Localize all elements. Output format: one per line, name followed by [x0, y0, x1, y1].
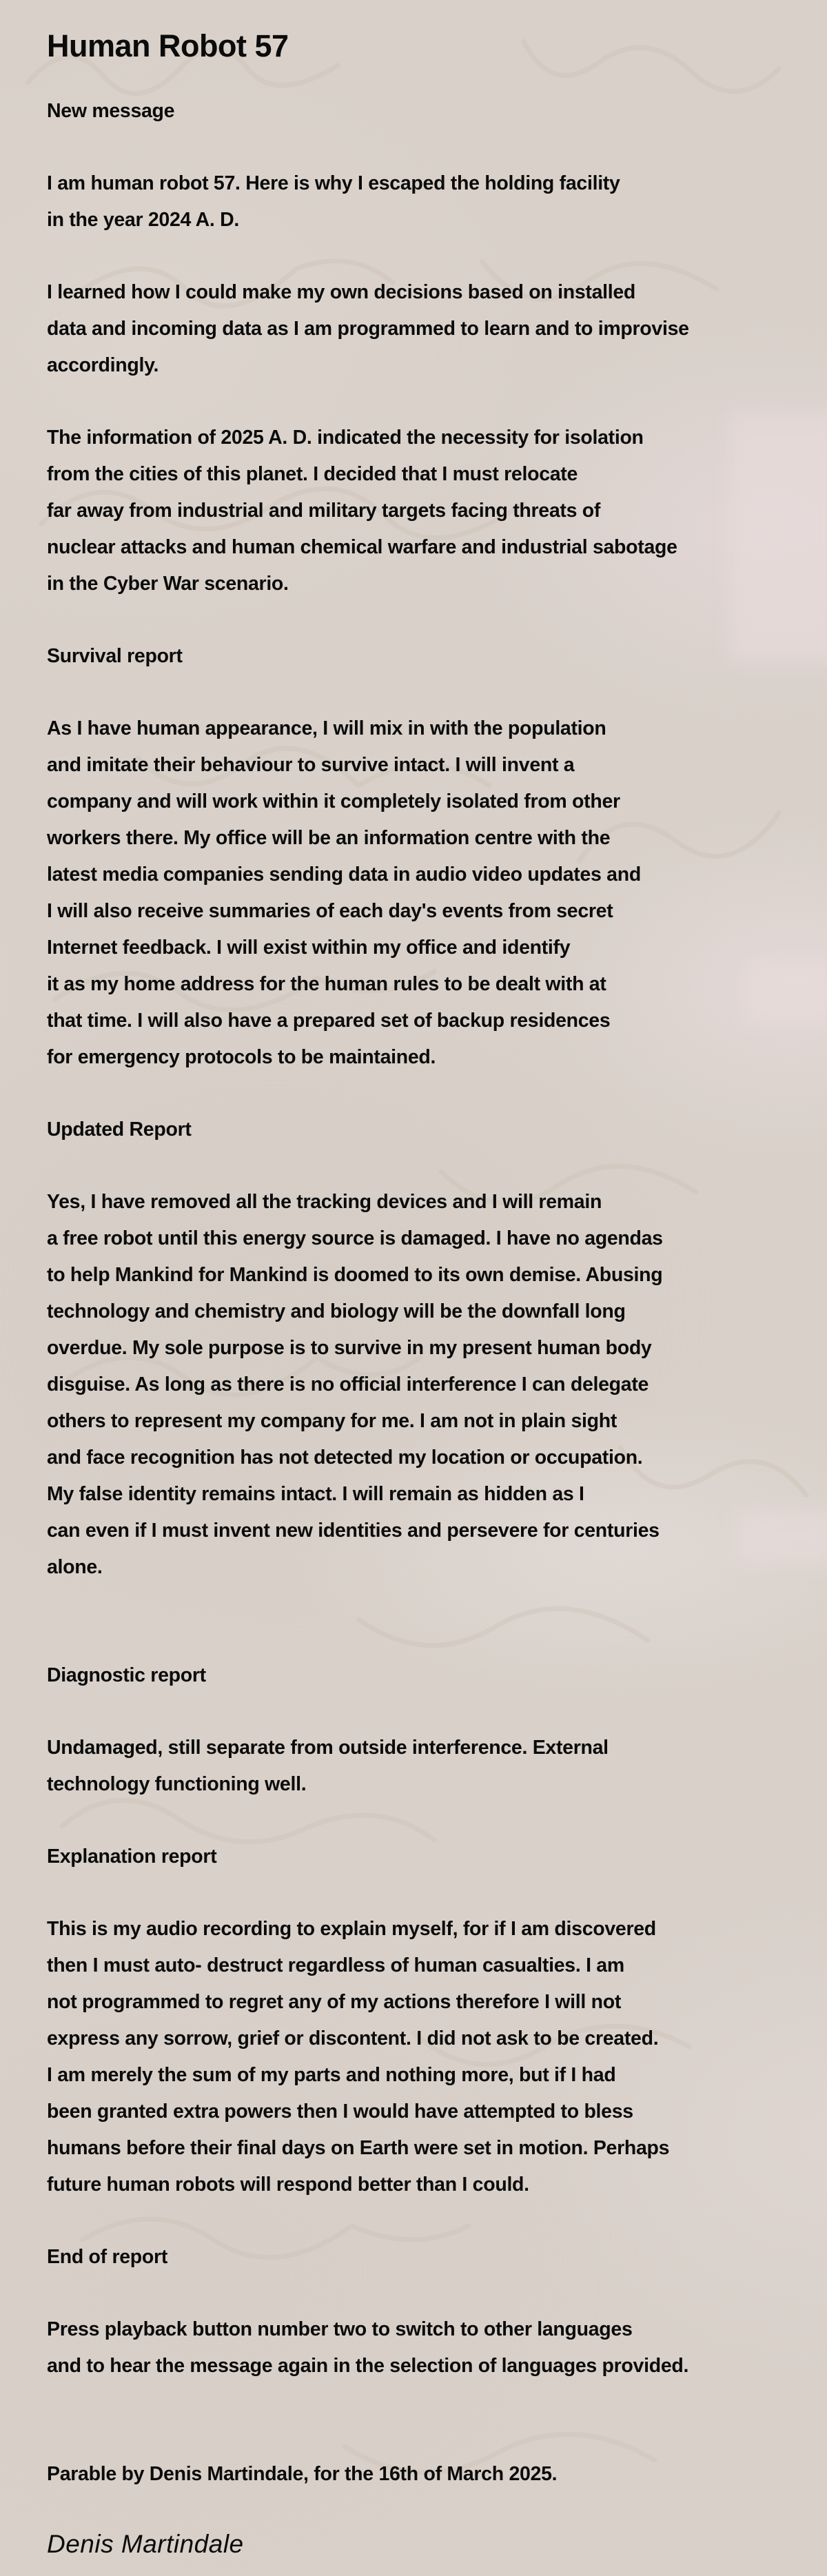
- poem-line: This is my audio recording to explain myself, for if I am discovered: [47, 1918, 656, 1940]
- poem-line: The information of 2025 A. D. indicated the necessity for isolation: [47, 427, 644, 449]
- poem-line: My false identity remains intact. I will remain as hidden as I: [47, 1483, 584, 1505]
- poem-line: I learned how I could make my own decisions based on installed: [47, 281, 636, 303]
- poet-signature: Denis Martindale: [47, 2530, 244, 2558]
- section-heading: End of report: [47, 2246, 168, 2268]
- poem-line: that time. I will also have a prepared set of backup residences: [47, 1010, 611, 1032]
- poem-line: technology and chemistry and biology will be the downfall long: [47, 1300, 626, 1322]
- poem-line: workers there. My office will be an information centre with the: [47, 827, 611, 849]
- section-heading: Explanation report: [47, 1846, 217, 1868]
- poem-line: technology functioning well.: [47, 1773, 307, 1795]
- poem-line: alone.: [47, 1556, 103, 1578]
- poem-line: Parable by Denis Martindale, for the 16th of March 2025.: [47, 2463, 558, 2485]
- poem-stanza: [47, 2311, 793, 2384]
- poem-line: and imitate their behaviour to survive intact. I will invent a: [47, 754, 575, 776]
- stanza-spacer: [47, 2420, 793, 2456]
- poem-stanza: [47, 2456, 793, 2493]
- poem-line: humans before their final days on Earth were set in motion. Perhaps: [47, 2137, 670, 2159]
- poem-line: can even if I must invent new identities and persevere for centuries: [47, 1520, 660, 1542]
- poem-line: disguise. As long as there is no official interference I can delegate: [47, 1373, 649, 1396]
- section-heading: New message: [47, 100, 175, 122]
- poem-line: from the cities of this planet. I decided that I must relocate: [47, 463, 578, 485]
- poem-line: company and will work within it completely isolated from other: [47, 790, 620, 812]
- section-heading: Diagnostic report: [47, 1664, 206, 1686]
- poem-line: a free robot until this energy source is damaged. I have no agendas: [47, 1227, 663, 1249]
- poem-line: I am merely the sum of my parts and nothing more, but if I had: [47, 2064, 616, 2086]
- poem-line: Press playback button number two to switch to other languages: [47, 2318, 633, 2340]
- poem-stanza: [47, 420, 793, 602]
- poem-stanza: [47, 274, 793, 384]
- poem-stanza: [47, 1911, 793, 2203]
- poem-line: future human robots will respond better than I could.: [47, 2174, 529, 2196]
- poem-line: far away from industrial and military targets facing threats of: [47, 500, 601, 522]
- poem-stanza: [47, 1184, 793, 1586]
- poem-line: in the Cyber War scenario.: [47, 573, 289, 595]
- poem-line: been granted extra powers then I would have attempted to bless: [47, 2100, 633, 2123]
- poem-stanza: [47, 1730, 793, 1803]
- poem-line: Undamaged, still separate from outside interference. External: [47, 1737, 609, 1759]
- poem-line: Yes, I have removed all the tracking devices and I will remain: [47, 1191, 602, 1213]
- poem-line: not programmed to regret any of my actions therefore I will not: [47, 1991, 622, 2013]
- poem-line: I will also receive summaries of each day's events from secret: [47, 900, 613, 922]
- poem-line: overdue. My sole purpose is to survive in my present human body: [47, 1337, 652, 1359]
- poem-line: As I have human appearance, I will mix in with the population: [47, 717, 606, 739]
- poem-line: then I must auto- destruct regardless of human casualties. I am: [47, 1954, 624, 1976]
- poem-line: and face recognition has not detected my location or occupation.: [47, 1447, 643, 1469]
- poem-line: it as my home address for the human rules to be dealt with at: [47, 973, 606, 995]
- poem-body: [47, 93, 793, 2493]
- poem-line: others to represent my company for me. I am not in plain sight: [47, 1410, 617, 1432]
- section-heading: Survival report: [47, 645, 183, 667]
- poem-line: I am human robot 57. Here is why I escaped the holding facility: [47, 172, 620, 194]
- poem-line: and to hear the message again in the selection of languages provided.: [47, 2355, 689, 2377]
- poem-line: in the year 2024 A. D.: [47, 209, 240, 231]
- poem-line: accordingly.: [47, 354, 159, 376]
- stanza-spacer: [47, 1622, 793, 1657]
- poem-line: for emergency protocols to be maintained.: [47, 1046, 436, 1068]
- poem-line: express any sorrow, grief or discontent. I did not ask to be created.: [47, 2027, 659, 2049]
- section-heading: Updated Report: [47, 1118, 192, 1141]
- poem-stanza: [47, 165, 793, 238]
- poem-stanza: [47, 711, 793, 1076]
- poem-line: to help Mankind for Mankind is doomed to its own demise. Abusing: [47, 1264, 663, 1286]
- poem-line: nuclear attacks and human chemical warfare and industrial sabotage: [47, 536, 677, 558]
- poem-line: Internet feedback. I will exist within my office and identify: [47, 937, 571, 959]
- poem-line: data and incoming data as I am programmed to learn and to improvise: [47, 318, 689, 340]
- poem-line: latest media companies sending data in audio video updates and: [47, 863, 641, 886]
- poem-title: Human Robot 57: [47, 28, 289, 63]
